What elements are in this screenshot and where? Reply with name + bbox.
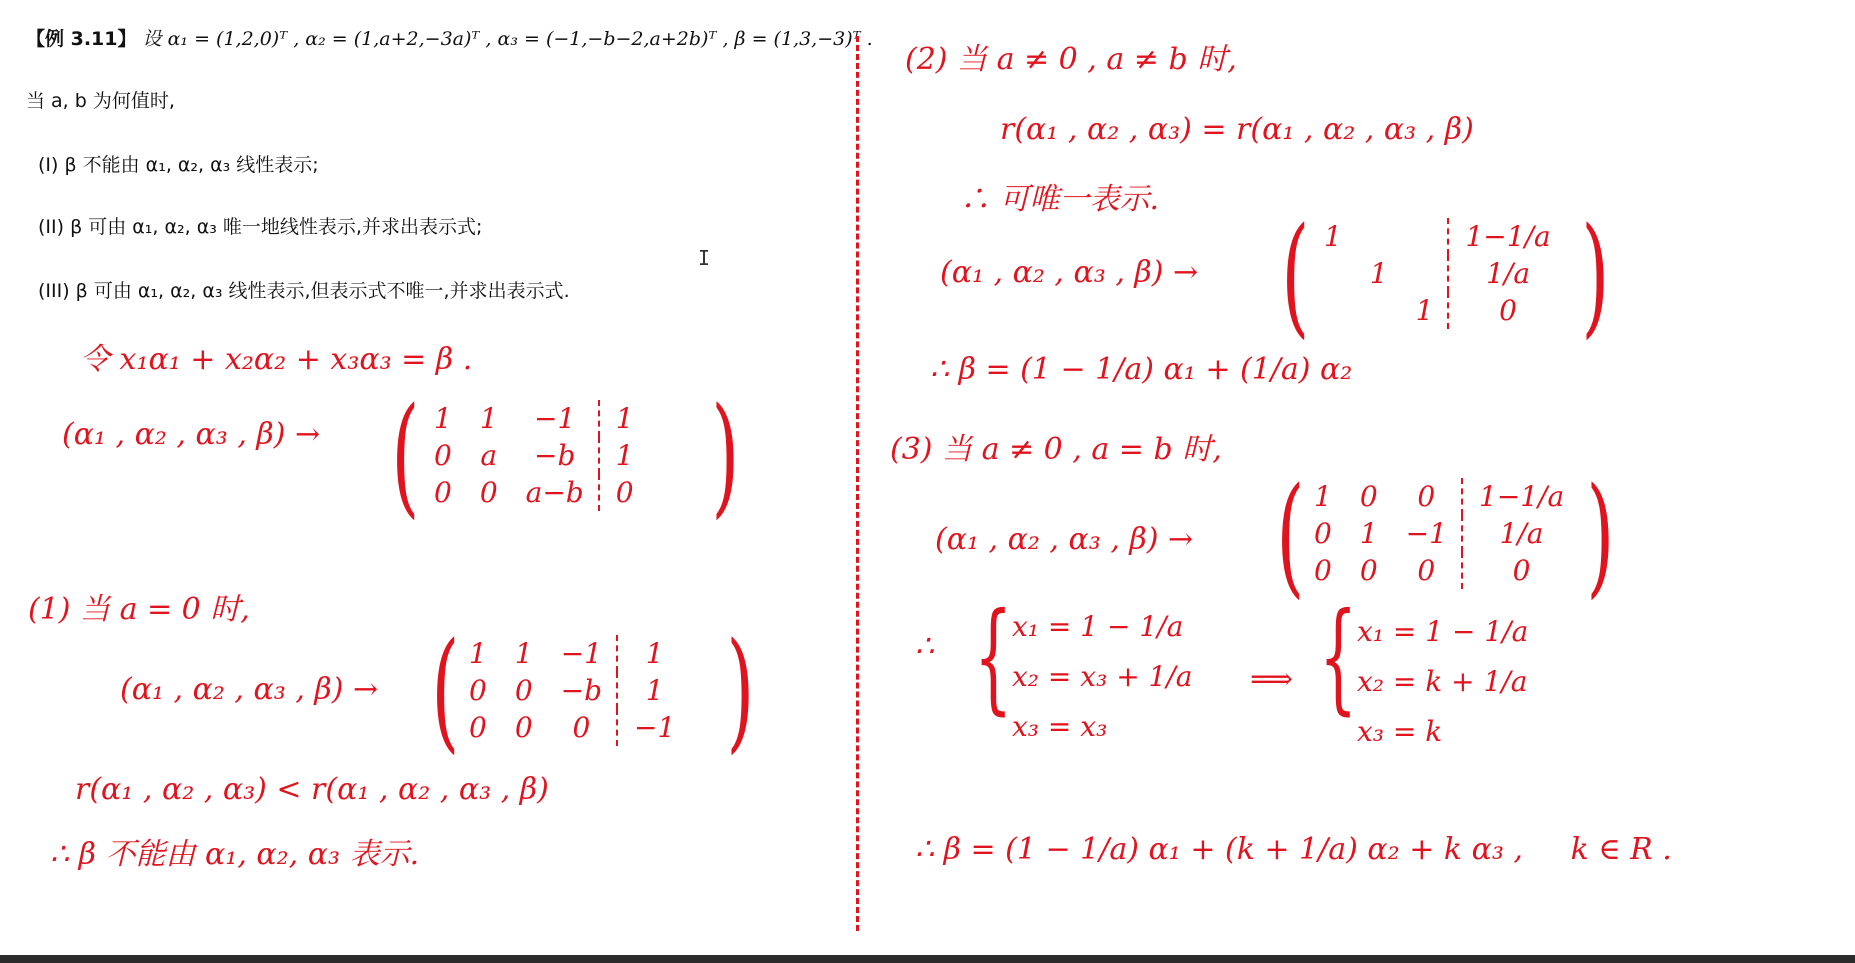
case3-aug-label: (α₁ , α₂ , α₃ , β) → (935, 522, 1194, 557)
case3-sys-right-3: x₃ = k (1357, 715, 1443, 748)
case1-conclusion: ∴ β 不能由 α₁, α₂, α₃ 表示. (50, 837, 420, 872)
case3-left-paren: ( (1276, 459, 1305, 611)
case3-right-paren: ) (1586, 459, 1615, 611)
vector-definitions: 设 α₁ = (1,2,0)ᵀ , α₂ = (1,a+2,−3a)ᵀ , α₃ = (−1,−b−2,a+2b)ᵀ , β = (1,3,−3)ᵀ . (142, 28, 873, 50)
case1-title: (1) 当 a = 0 时, (28, 592, 250, 627)
case3-left-brace: { (974, 588, 1013, 727)
aug-label: (α₁ , α₂ , α₃ , β) → (62, 417, 321, 452)
example-label: 【例 3.11】 (26, 28, 137, 50)
case2-matrix: 1 1−1/a 1 1/a 1 0 (1310, 218, 1565, 329)
case3-right-brace: { (1319, 588, 1358, 727)
part-2: (II) β 可由 α₁, α₂, α₃ 唯一地线性表示,并求出表示式; (38, 216, 483, 238)
question-line: 当 a, b 为何值时, (26, 90, 175, 112)
problem-vectors-line (26, 24, 873, 51)
case3-sys-right-1: x₁ = 1 − 1/a (1357, 615, 1529, 648)
case3-sys-left-2: x₂ = x₃ + 1/a (1012, 660, 1193, 693)
case3-result: ∴ β = (1 − 1/a) α₁ + (k + 1/a) α₂ + k α₃ , k ∈ R . (915, 832, 1672, 867)
case3-sys-left-1: x₁ = 1 − 1/a (1012, 610, 1184, 643)
problem-statement (22, 14, 873, 310)
setup-equation: 令 x₁α₁ + x₂α₂ + x₃α₃ = β . (80, 342, 473, 377)
case3-therefore: ∴ (915, 629, 935, 664)
left-paren: ( (391, 379, 420, 531)
case1-aug-label: (α₁ , α₂ , α₃ , β) → (120, 672, 379, 707)
part-1: (I) β 不能由 α₁, α₂, α₃ 线性表示; (38, 154, 319, 176)
case2-unique: ∴ 可唯一表示. (960, 182, 1160, 217)
text-cursor-icon: I (698, 246, 711, 270)
case2-aug-label: (α₁ , α₂ , α₃ , β) → (940, 255, 1199, 290)
case3-matrix: 1 0 0 1−1/a 0 1 −1 1/a 0 0 0 0 (1300, 478, 1578, 589)
case1-rank: r(α₁ , α₂ , α₃) < r(α₁ , α₂ , α₃ , β) (75, 772, 549, 807)
page-divider (856, 36, 859, 931)
case2-right-paren: ) (1581, 199, 1610, 351)
right-paren: ) (711, 379, 740, 531)
part-3: (III) β 可由 α₁, α₂, α₃ 线性表示,但表示式不唯一,并求出表示式. (38, 280, 570, 302)
case1-left-paren: ( (431, 614, 460, 766)
augmented-matrix: 1 1 −1 1 0 a −b 1 0 0 a−b 0 (420, 400, 648, 511)
case2-rank: r(α₁ , α₂ , α₃) = r(α₁ , α₂ , α₃ , β) (1000, 112, 1474, 147)
case2-title: (2) 当 a ≠ 0 , a ≠ b 时, (905, 42, 1237, 77)
case3-title: (3) 当 a ≠ 0 , a = b 时, (890, 432, 1222, 467)
case3-implies-arrow: ⟹ (1250, 662, 1294, 697)
case3-sys-left-3: x₃ = x₃ (1012, 710, 1108, 743)
case1-matrix: 1 1 −1 1 0 0 −b 1 0 0 0 −1 (455, 635, 689, 746)
bottom-bar (0, 955, 1855, 963)
case2-left-paren: ( (1281, 199, 1310, 351)
case3-sys-right-2: x₂ = k + 1/a (1357, 665, 1528, 698)
case2-result: ∴ β = (1 − 1/a) α₁ + (1/a) α₂ (930, 352, 1353, 387)
case1-right-paren: ) (726, 614, 755, 766)
